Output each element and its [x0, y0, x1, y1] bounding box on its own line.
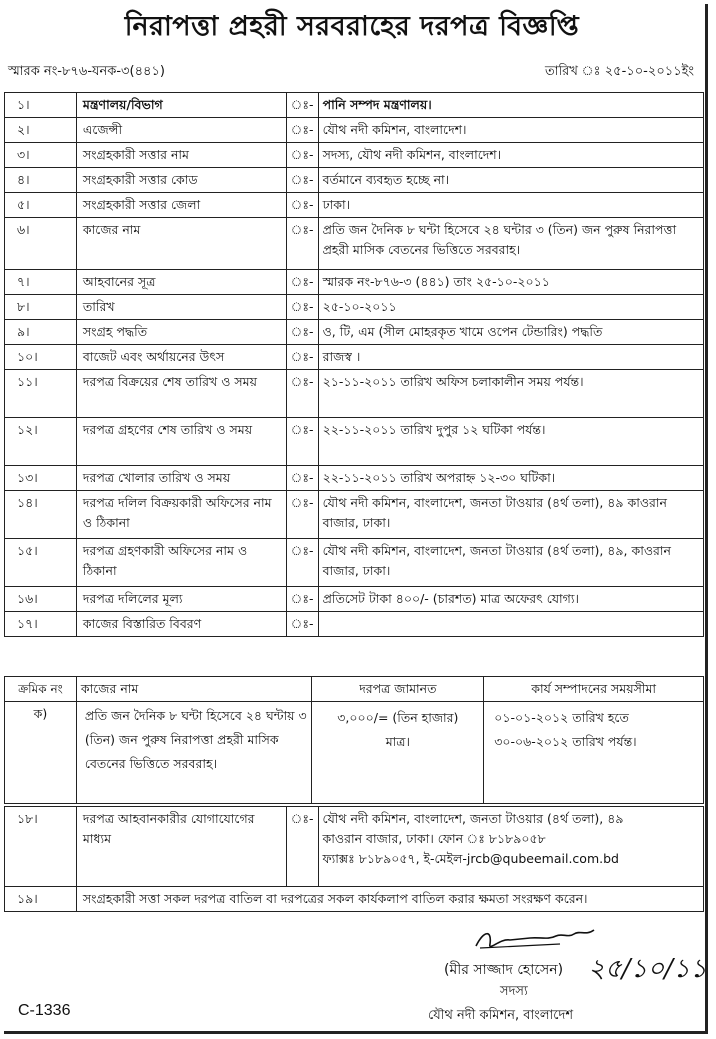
tender-details-table: [4, 92, 704, 637]
detail-row: [5, 218, 704, 270]
signature-date: ২৫/১০/১১: [588, 954, 707, 984]
row-separator: ঃ-: [286, 587, 318, 612]
work-name: প্রতি জন দৈনিক ৮ ঘন্টা হিসেবে ২৪ ঘন্টায় ৩ (তিন) জন পুরুষ নিরাপত্তা প্রহরী মাসিক বেতনের ভিত্তিতে সরবরাহ।: [76, 702, 312, 804]
row-label: দরপত্র গ্রহণের শেষ তারিখ ও সময়: [76, 418, 286, 466]
contact-line: কাওরান বাজার, ঢাকা। ফোন ঃ ৮১৮৯০৫৮: [322, 831, 546, 846]
row-label: এজেন্সী: [76, 118, 286, 143]
detail-row: [5, 295, 704, 320]
row-number: ২।: [5, 118, 77, 143]
row-number: ৯।: [5, 320, 77, 345]
contact-line: যৌথ নদী কমিশন, বাংলাদেশ, জনতা টাওয়ার (৪র্থ তলা), ৪৯: [322, 811, 624, 826]
row-separator: ঃ-: [286, 807, 318, 887]
row-value: ২২-১১-২০১১ তারিখ দুপুর ১২ ঘটিকা পর্যন্ত।: [318, 418, 703, 466]
row-separator: ঃ-: [286, 320, 318, 345]
row-value: পানি সম্পদ মন্ত্রণালয়।: [318, 93, 703, 118]
work-details-table: [4, 676, 704, 804]
detail-row: [5, 491, 704, 539]
row-label: দরপত্র গ্রহণকারী অফিসের নাম ও ঠিকানা: [76, 539, 286, 587]
row-value: প্রতিসেট টাকা ৪০০/- (চারশত) মাত্র অফেরৎ যোগ্য।: [318, 587, 703, 612]
row-label: দরপত্র আহবানকারীর যোগাযোগের মাধ্যম: [76, 807, 286, 887]
row-label: সংগ্রহকারী সত্তার নাম: [76, 143, 286, 168]
signature-scribble: [470, 924, 600, 954]
row-number: ১৫।: [5, 539, 77, 587]
memo-number: স্মারক নং-৮৭৬-যনক-৩(৪৪১): [8, 64, 165, 79]
row-value: সদস্য, যৌথ নদী কমিশন, বাংলাদেশ।: [318, 143, 703, 168]
row-separator: ঃ-: [286, 539, 318, 587]
row-number: ১৬।: [5, 587, 77, 612]
document-code: C-1336: [18, 1002, 71, 1019]
signatory-designation: সদস্য: [500, 984, 528, 999]
row-number: ৬।: [5, 218, 77, 270]
row-label: বাজেট এবং অর্থায়নের উৎস: [76, 345, 286, 370]
row-number: ৭।: [5, 270, 77, 295]
row-number: ১২।: [5, 418, 77, 466]
row-label: দরপত্র বিক্রয়ের শেষ তারিখ ও সময়: [76, 370, 286, 418]
contact-value: [318, 807, 703, 887]
row-value: বর্তমানে ব্যবহৃত হচ্ছে না।: [318, 168, 703, 193]
row-number: ৪।: [5, 168, 77, 193]
row-number: ১১।: [5, 370, 77, 418]
row-value: [318, 612, 703, 637]
row-separator: ঃ-: [286, 270, 318, 295]
contact-table: [4, 806, 704, 912]
detail-row: [5, 143, 704, 168]
row-label: সংগ্রহকারী সত্তার জেলা: [76, 193, 286, 218]
header-serial: ক্রমিক নং: [5, 677, 77, 702]
row-separator: ঃ-: [286, 218, 318, 270]
row-number: ১৪।: [5, 491, 77, 539]
row-label: দরপত্র খোলার তারিখ ও সময়: [76, 466, 286, 491]
row-label: মন্ত্রণালয়/বিভাগ: [76, 93, 286, 118]
work-serial: ক): [5, 702, 77, 804]
row-number: ১৮।: [5, 807, 77, 887]
row-label: কাজের বিস্তারিত বিবরণ: [76, 612, 286, 637]
row-label: আহবানের সূত্র: [76, 270, 286, 295]
row-number: ১৯।: [5, 887, 77, 912]
header-work-name: কাজের নাম: [76, 677, 312, 702]
page-title: নিরাপত্তা প্রহরী সরবরাহের দরপত্র বিজ্ঞপ্তি: [124, 11, 580, 42]
row-label: তারিখ: [76, 295, 286, 320]
row-value: প্রতি জন দৈনিক ৮ ঘন্টা হিসেবে ২৪ ঘন্টার ৩ (তিন) জন পুরুষ নিরাপত্তা প্রহরী মাসিক বেতনের ভিত্তিতে সরবরাহ।: [318, 218, 703, 270]
row-number: ১৩।: [5, 466, 77, 491]
row-separator: ঃ-: [286, 612, 318, 637]
work-row: [5, 702, 704, 804]
row-number: ৩।: [5, 143, 77, 168]
row-value: যৌথ নদী কমিশন, বাংলাদেশ, জনতা টাওয়ার (৪র্থ তলা), ৪৯ কাওরান বাজার, ঢাকা।: [318, 491, 703, 539]
header-period: কার্য সম্পাদনের সময়সীমা: [484, 677, 704, 702]
row-separator: ঃ-: [286, 93, 318, 118]
work-security: ৩,০০০/= (তিন হাজার) মাত্র।: [312, 702, 484, 804]
detail-row: [5, 93, 704, 118]
row-separator: ঃ-: [286, 193, 318, 218]
row-label: দরপত্র দলিল বিক্রয়কারী অফিসের নাম ও ঠিকানা: [76, 491, 286, 539]
detail-row: [5, 168, 704, 193]
row-separator: ঃ-: [286, 491, 318, 539]
rights-text: সংগ্রহকারী সত্তা সকল দরপত্র বাতিল বা দরপত্রের সকল কার্যকলাপ বাতিল করার ক্ষমতা সংরক্ষণ করেন।: [76, 887, 703, 912]
detail-row: [5, 370, 704, 418]
signatory-name: (মীর সাজ্জাদ হোসেন): [444, 962, 564, 978]
work-header-row: [5, 677, 704, 702]
row-number: ৫।: [5, 193, 77, 218]
detail-row: [5, 418, 704, 466]
work-period: ০১-০১-২০১২ তারিখ হতে ৩০-০৬-২০১২ তারিখ পর্যন্ত।: [484, 702, 704, 804]
row-separator: ঃ-: [286, 418, 318, 466]
detail-row: [5, 587, 704, 612]
row-value: ২৫-১০-২০১১: [318, 295, 703, 320]
row-label: কাজের নাম: [76, 218, 286, 270]
detail-row: [5, 193, 704, 218]
row-number: ১৭।: [5, 612, 77, 637]
row-number: ১০।: [5, 345, 77, 370]
detail-row: [5, 539, 704, 587]
detail-row: [5, 320, 704, 345]
row-value: ২১-১১-২০১১ তারিখ অফিস চলাকালীন সময় পর্যন্ত।: [318, 370, 703, 418]
row-value: যৌথ নদী কমিশন, বাংলাদেশ, জনতা টাওয়ার (৪র্থ তলা), ৪৯, কাওরান বাজার, ঢাকা।: [318, 539, 703, 587]
notice-date: তারিখ ঃ ২৫-১০-২০১১ইং: [544, 64, 694, 79]
row-value: যৌথ নদী কমিশন, বাংলাদেশ।: [318, 118, 703, 143]
row-value: ও, টি, এম (সীল মোহরকৃত খামে ওপেন টেন্ডারিং) পদ্ধতি: [318, 320, 703, 345]
row-value: স্মারক নং-৮৭৬-৩ (৪৪১) তাং ২৫-১০-২০১১: [318, 270, 703, 295]
detail-row: [5, 345, 704, 370]
row-separator: ঃ-: [286, 345, 318, 370]
row-separator: ঃ-: [286, 168, 318, 193]
row-label: সংগ্রহ পদ্ধতি: [76, 320, 286, 345]
row-value: ঢাকা।: [318, 193, 703, 218]
header-security: দরপত্র জামানত: [312, 677, 484, 702]
row-value: ২২-১১-২০১১ তারিখ অপরাহ্ন ১২-৩০ ঘটিকা।: [318, 466, 703, 491]
row-separator: ঃ-: [286, 370, 318, 418]
detail-row: [5, 466, 704, 491]
contact-row: [5, 807, 704, 887]
row-separator: ঃ-: [286, 143, 318, 168]
row-label: সংগ্রহকারী সত্তার কোড: [76, 168, 286, 193]
detail-row: [5, 270, 704, 295]
contact-line: ফ্যাক্সঃ ৮১৮৯০৫৭, ই-মেইল-jrcb@qubeemail.com.bd: [322, 851, 619, 866]
signatory-organization: যৌথ নদী কমিশন, বাংলাদেশ: [428, 1008, 574, 1023]
rights-row: [5, 887, 704, 912]
row-number: ৮।: [5, 295, 77, 320]
row-number: ১।: [5, 93, 77, 118]
detail-row: [5, 118, 704, 143]
row-separator: ঃ-: [286, 295, 318, 320]
row-value: রাজস্ব ।: [318, 345, 703, 370]
row-separator: ঃ-: [286, 118, 318, 143]
detail-row: [5, 612, 704, 637]
row-separator: ঃ-: [286, 466, 318, 491]
row-label: দরপত্র দলিলের মূল্য: [76, 587, 286, 612]
